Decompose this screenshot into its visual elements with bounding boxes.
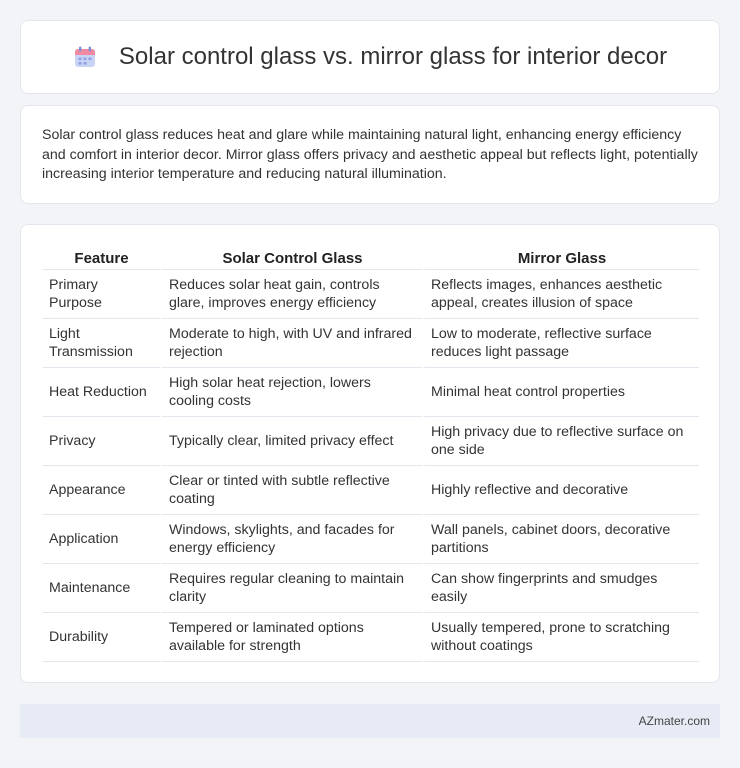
row-feature: Privacy — [43, 417, 160, 466]
table-card — [20, 224, 720, 683]
table-row — [43, 564, 699, 613]
row-solar-value: Clear or tinted with subtle reflective coating — [160, 466, 422, 515]
table-row — [43, 613, 699, 662]
row-feature: Heat Reduction — [43, 368, 160, 417]
row-solar-value: Reduces solar heat gain, controls glare, improves energy efficiency — [160, 270, 422, 319]
row-mirror-value: Low to moderate, reflective surface reduces light passage — [422, 319, 699, 368]
row-mirror-value: High privacy due to reflective surface on one side — [422, 417, 699, 466]
header-mirror-glass: Mirror Glass — [422, 247, 699, 270]
summary-text: Solar control glass reduces heat and glare while maintaining natural light, enhancing energy efficiency and comfort in interior decor. Mirror glass offers privacy and aesthetic appeal but reflects light, potentially increasing interior temperature and reducing natural illumination. — [42, 127, 698, 183]
row-feature: Application — [43, 515, 160, 564]
row-feature: Appearance — [43, 466, 160, 515]
table-row — [43, 319, 699, 368]
row-solar-value: Moderate to high, with UV and infrared rejection — [160, 319, 422, 368]
row-solar-value: Windows, skylights, and facades for energy efficiency — [160, 515, 422, 564]
header-feature: Feature — [43, 247, 160, 270]
row-solar-value: Tempered or laminated options available for strength — [160, 613, 422, 662]
footer-bar — [20, 704, 720, 738]
footer-site-link[interactable]: AZmater.com — [638, 714, 710, 728]
row-solar-value: High solar heat rejection, lowers cooling costs — [160, 368, 422, 417]
row-feature: Light Transmission — [43, 319, 160, 368]
row-mirror-value: Can show fingerprints and smudges easily — [422, 564, 699, 613]
title-wrap — [73, 43, 667, 71]
calendar-icon — [73, 45, 97, 69]
table-row — [43, 270, 699, 319]
row-feature: Durability — [43, 613, 160, 662]
table-row — [43, 466, 699, 515]
header-solar-control-glass: Solar Control Glass — [160, 247, 422, 270]
row-mirror-value: Wall panels, cabinet doors, decorative partitions — [422, 515, 699, 564]
page-title: Solar control glass vs. mirror glass for interior decor — [118, 43, 668, 70]
row-mirror-value: Reflects images, enhances aesthetic appeal, creates illusion of space — [422, 270, 699, 319]
row-feature: Primary Purpose — [43, 270, 160, 319]
row-solar-value: Requires regular cleaning to maintain clarity — [160, 564, 422, 613]
row-mirror-value: Usually tempered, prone to scratching without coatings — [422, 613, 699, 662]
comparison-table — [43, 247, 699, 662]
row-feature: Maintenance — [43, 564, 160, 613]
table-row — [43, 417, 699, 466]
table-row — [43, 368, 699, 417]
summary-card — [20, 105, 720, 204]
row-mirror-value: Minimal heat control properties — [422, 368, 699, 417]
table-row — [43, 515, 699, 564]
title-card — [20, 20, 720, 94]
row-mirror-value: Highly reflective and decorative — [422, 466, 699, 515]
row-solar-value: Typically clear, limited privacy effect — [160, 417, 422, 466]
table-header-row — [43, 247, 699, 270]
